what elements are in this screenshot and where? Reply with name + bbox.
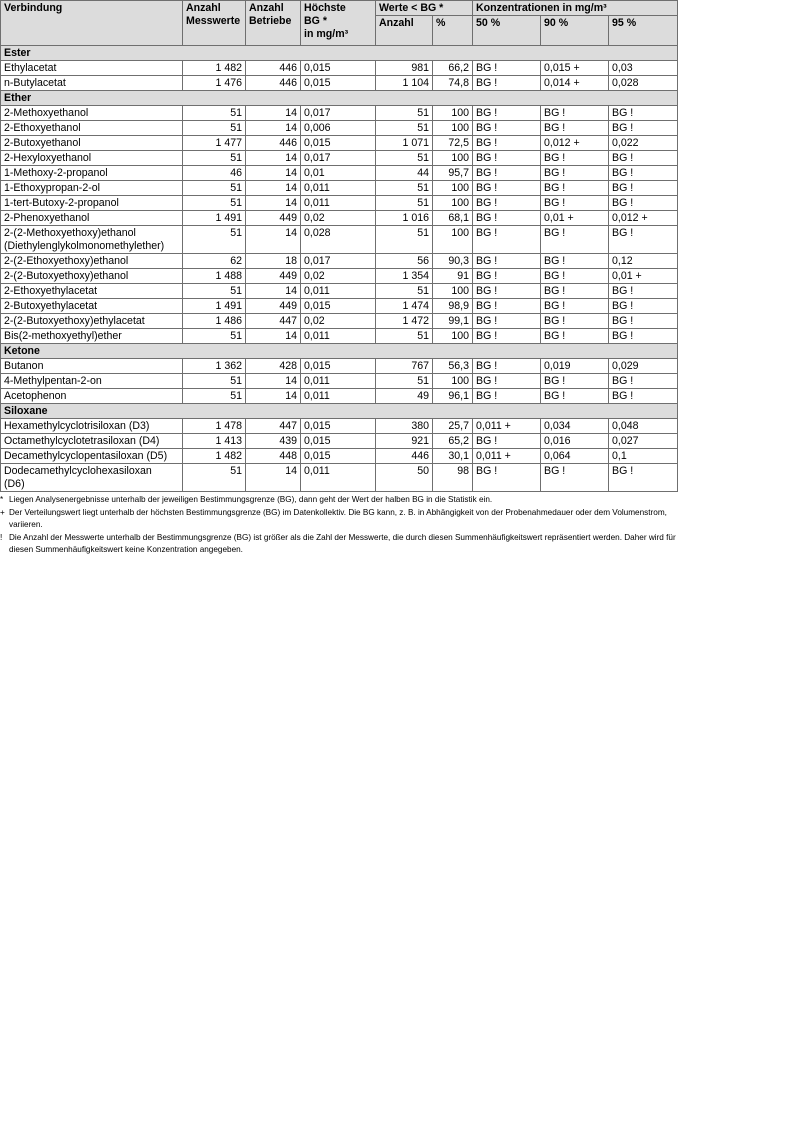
table-cell: 981 [376,61,433,76]
table-cell: 2-Methoxyethanol [1,106,183,121]
footnote [0,507,677,532]
table-cell: 30,1 [433,449,473,464]
table-cell: 51 [183,389,246,404]
table-cell: n-Butylacetat [1,76,183,91]
table-body [1,46,678,492]
table-cell: BG ! [609,299,678,314]
table-cell: BG ! [473,434,541,449]
group-label: Ester [1,46,678,61]
header-werte-unter-bg: Werte < BG * [376,1,473,16]
table-cell: 0,011 [301,196,376,211]
table-cell: 0,048 [609,419,678,434]
table-cell: BG ! [609,464,678,492]
table-cell: BG ! [473,226,541,254]
table-cell: 96,1 [433,389,473,404]
table-cell: 0,015 [301,449,376,464]
table-cell: 90,3 [433,254,473,269]
header-prozent: % [433,16,473,46]
table-cell: 100 [433,151,473,166]
header-hoechste-bg: Höchste BG * in mg/m³ [301,1,376,46]
table-cell: 74,8 [433,76,473,91]
table-cell: 1 491 [183,299,246,314]
table-cell: 91 [433,269,473,284]
table-cell: 0,015 [301,61,376,76]
table-cell: BG ! [473,269,541,284]
table-row [1,61,678,76]
table-cell: 72,5 [433,136,473,151]
table-cell: 51 [183,151,246,166]
table-cell: 0,064 [541,449,609,464]
table-cell: 0,01 [301,166,376,181]
table-row [1,389,678,404]
table-cell: 0,01 + [609,269,678,284]
table-cell: 0,02 [301,211,376,226]
table-row [1,196,678,211]
footnote-text: Der Verteilungswert liegt unterhalb der höchsten Bestimmungsgrenze (BG) im Datenkollektiv. Die BG kann, z. B. in Abhängigkeit von der Probenahmedauer oder dem Volumenstrom, variieren. [9,507,667,529]
table-cell: 2-(2-Butoxyethoxy)ethylacetat [1,314,183,329]
table-cell: 100 [433,106,473,121]
table-cell: 0,011 [301,374,376,389]
table-cell: BG ! [609,106,678,121]
table-row [1,211,678,226]
table-cell: 1 486 [183,314,246,329]
table-cell: 100 [433,226,473,254]
table-cell: 51 [376,226,433,254]
table-row [1,434,678,449]
table-cell: 0,01 + [541,211,609,226]
table-cell: BG ! [541,389,609,404]
table-cell: 1 413 [183,434,246,449]
header-konzentrationen: Konzentrationen in mg/m³ [473,1,678,16]
table-cell: 0,028 [301,226,376,254]
table-cell: 51 [376,329,433,344]
table-cell: BG ! [609,151,678,166]
table-cell: BG ! [473,151,541,166]
table-cell: 0,011 [301,389,376,404]
table-row [1,269,678,284]
table-cell: 446 [246,136,301,151]
table-cell: BG ! [541,314,609,329]
table-cell: 56,3 [433,359,473,374]
table-cell: BG ! [473,314,541,329]
footnote-symbol: ! [0,532,3,542]
table-cell: 0,015 [301,419,376,434]
table-cell: BG ! [609,121,678,136]
table-cell: Octamethylcyclotetrasiloxan (D4) [1,434,183,449]
table-cell: 1 491 [183,211,246,226]
table-cell: 0,12 [609,254,678,269]
table-cell: 0,015 [301,136,376,151]
table-cell: 1 474 [376,299,433,314]
table-row [1,299,678,314]
table-cell: BG ! [473,196,541,211]
table-row [1,121,678,136]
table-cell: 65,2 [433,434,473,449]
table-cell: Butanon [1,359,183,374]
table-cell: 0,019 [541,359,609,374]
table-cell: 51 [183,181,246,196]
table-cell: BG ! [609,196,678,211]
table-cell: 0,015 [301,76,376,91]
table-cell: 98 [433,464,473,492]
table-cell: 0,028 [609,76,678,91]
table-cell: BG ! [473,389,541,404]
table-cell: 0,017 [301,151,376,166]
table-header [1,1,678,46]
table-cell: BG ! [541,181,609,196]
table-row [1,314,678,329]
table-cell: 446 [246,76,301,91]
table-cell: 0,1 [609,449,678,464]
table-cell: BG ! [473,61,541,76]
table-cell: 51 [183,226,246,254]
table-cell: Bis(2-methoxyethyl)ether [1,329,183,344]
table-cell: 449 [246,211,301,226]
table-cell: 14 [246,151,301,166]
table-cell: 100 [433,121,473,136]
table-cell: 14 [246,226,301,254]
table-cell: 14 [246,374,301,389]
table-cell: 98,9 [433,299,473,314]
table-cell: 51 [183,196,246,211]
table-cell: BG ! [609,226,678,254]
table-cell: 100 [433,181,473,196]
footnote-symbol: * [0,495,4,504]
table-cell: 14 [246,166,301,181]
table-cell: 0,015 [301,299,376,314]
footnotes [0,494,677,557]
table-row [1,449,678,464]
table-cell: BG ! [609,314,678,329]
table-cell: 2-Ethoxyethylacetat [1,284,183,299]
table-row [1,106,678,121]
table-cell: 0,011 [301,284,376,299]
table-cell: 100 [433,329,473,344]
table-cell: 380 [376,419,433,434]
table-cell: 51 [376,106,433,121]
table-cell: 51 [376,284,433,299]
table-cell: 18 [246,254,301,269]
table-cell: 0,012 + [541,136,609,151]
table-cell: 50 [376,464,433,492]
table-cell: BG ! [609,166,678,181]
table-cell: 0,022 [609,136,678,151]
header-anzahl-betriebe: Anzahl Betriebe [246,1,301,46]
table-cell: 14 [246,121,301,136]
table-cell: 1-tert-Butoxy-2-propanol [1,196,183,211]
table-cell: 2-Ethoxyethanol [1,121,183,136]
table-cell: BG ! [541,299,609,314]
table-cell: 100 [433,196,473,211]
table-cell: BG ! [609,329,678,344]
table-cell: 0,02 [301,269,376,284]
group-row [1,91,678,106]
table-cell: BG ! [473,166,541,181]
table-cell: BG ! [609,181,678,196]
table-cell: 2-(2-Butoxyethoxy)ethanol [1,269,183,284]
table-cell: 2-(2-Ethoxyethoxy)ethanol [1,254,183,269]
footnote-text: Liegen Analysenergebnisse unterhalb der jeweiligen Bestimmungsgrenze (BG), dann geht der Wert der halben BG in die Statistik ein. [9,495,493,504]
table-cell: 14 [246,284,301,299]
table-cell: 51 [376,374,433,389]
group-row [1,344,678,359]
table-cell: 14 [246,181,301,196]
group-label: Siloxane [1,404,678,419]
table-cell: 0,017 [301,106,376,121]
table-cell: 439 [246,434,301,449]
table-row [1,359,678,374]
table-cell: 1 482 [183,61,246,76]
table-cell: 2-Butoxyethanol [1,136,183,151]
table-cell: BG ! [541,464,609,492]
table-cell: BG ! [541,121,609,136]
table-cell: 0,011 [301,464,376,492]
group-row [1,46,678,61]
table-cell: 100 [433,284,473,299]
table-cell: 0,014 + [541,76,609,91]
table-cell: 0,015 + [541,61,609,76]
table-cell: 99,1 [433,314,473,329]
table-cell: 1 476 [183,76,246,91]
table-cell: BG ! [541,284,609,299]
table-cell: 56 [376,254,433,269]
table-cell: 0,015 [301,434,376,449]
table-cell: BG ! [473,359,541,374]
table-cell: 1 472 [376,314,433,329]
table-cell: BG ! [541,269,609,284]
table-cell: BG ! [473,136,541,151]
header-p95: 95 % [609,16,678,46]
footnote [0,532,677,557]
table-cell: 447 [246,419,301,434]
table-cell: 0,027 [609,434,678,449]
table-cell: 2-Butoxyethylacetat [1,299,183,314]
table-cell: 95,7 [433,166,473,181]
table-cell: 51 [376,121,433,136]
table-cell: 2-(2-Methoxyethoxy)ethanol (Diethylenglykolmonomethylether) [1,226,183,254]
table-cell: BG ! [473,374,541,389]
table-cell: Ethylacetat [1,61,183,76]
table-cell: 1 362 [183,359,246,374]
table-row [1,284,678,299]
header-verbindung: Verbindung [1,1,183,46]
table-cell: 1-Ethoxypropan-2-ol [1,181,183,196]
table-cell: 1 482 [183,449,246,464]
table-cell: 14 [246,389,301,404]
table-cell: 1 354 [376,269,433,284]
table-cell: 0,006 [301,121,376,136]
table-row [1,76,678,91]
table-row [1,136,678,151]
table-cell: 44 [376,166,433,181]
table-cell: 51 [376,181,433,196]
table-cell: 1 071 [376,136,433,151]
table-cell: BG ! [541,329,609,344]
table-row [1,226,678,254]
table-cell: 14 [246,196,301,211]
table-cell: 68,1 [433,211,473,226]
table-cell: 0,011 + [473,419,541,434]
table-cell: 449 [246,299,301,314]
table-cell: 51 [183,464,246,492]
table-cell: Decamethylcyclopentasiloxan (D5) [1,449,183,464]
table-cell: BG ! [473,464,541,492]
table-cell: 0,015 [301,359,376,374]
table-cell: BG ! [473,181,541,196]
table-cell: 449 [246,269,301,284]
group-label: Ketone [1,344,678,359]
table-row [1,151,678,166]
table-cell: 51 [183,284,246,299]
table-cell: Acetophenon [1,389,183,404]
table-cell: BG ! [473,76,541,91]
table-cell: BG ! [541,226,609,254]
table-cell: 447 [246,314,301,329]
table-row [1,166,678,181]
table-cell: 0,012 + [609,211,678,226]
table-cell: 0,02 [301,314,376,329]
table-cell: 0,011 + [473,449,541,464]
table-cell: BG ! [473,329,541,344]
table-cell: BG ! [473,106,541,121]
header-p50: 50 % [473,16,541,46]
table-cell: 767 [376,359,433,374]
table-row [1,374,678,389]
table-cell: 446 [246,61,301,76]
table-cell: 100 [433,374,473,389]
table-cell: BG ! [541,374,609,389]
table-cell: 1 477 [183,136,246,151]
header-anzahl-messwerte: Anzahl Messwerte [183,1,246,46]
table-cell: 51 [183,374,246,389]
document [0,0,677,557]
table-cell: 49 [376,389,433,404]
table-cell: 62 [183,254,246,269]
table-cell: 1 104 [376,76,433,91]
header-p90: 90 % [541,16,609,46]
table-cell: Dodecamethylcyclohexasiloxan (D6) [1,464,183,492]
table-cell: 1 478 [183,419,246,434]
table-cell: BG ! [609,284,678,299]
table-row [1,181,678,196]
table-cell: 0,03 [609,61,678,76]
footnote-symbol: + [0,507,5,517]
group-row [1,404,678,419]
table-cell: 25,7 [433,419,473,434]
header-anzahl: Anzahl [376,16,433,46]
table-row [1,419,678,434]
table-cell: 1 016 [376,211,433,226]
table-cell: BG ! [473,121,541,136]
table-cell: 14 [246,464,301,492]
table-cell: 51 [183,329,246,344]
table-cell: 14 [246,329,301,344]
table-cell: 0,016 [541,434,609,449]
table-row [1,329,678,344]
table-cell: 2-Phenoxyethanol [1,211,183,226]
table-cell: 0,034 [541,419,609,434]
measurement-table [0,0,678,492]
table-cell: 51 [376,196,433,211]
group-label: Ether [1,91,678,106]
table-cell: 66,2 [433,61,473,76]
table-cell: BG ! [541,166,609,181]
table-row [1,254,678,269]
table-cell: 51 [183,121,246,136]
table-cell: 14 [246,106,301,121]
table-row [1,464,678,492]
table-cell: 2-Hexyloxyethanol [1,151,183,166]
table-cell: 46 [183,166,246,181]
table-cell: 4-Methylpentan-2-on [1,374,183,389]
table-cell: 921 [376,434,433,449]
table-cell: BG ! [473,299,541,314]
table-cell: 446 [376,449,433,464]
table-cell: BG ! [541,254,609,269]
table-cell: BG ! [541,196,609,211]
table-cell: 1-Methoxy-2-propanol [1,166,183,181]
table-cell: 0,011 [301,329,376,344]
table-cell: BG ! [609,374,678,389]
table-cell: 448 [246,449,301,464]
footnote [0,494,677,507]
table-cell: 0,017 [301,254,376,269]
table-cell: 51 [183,106,246,121]
table-cell: BG ! [473,211,541,226]
table-cell: BG ! [473,284,541,299]
table-cell: 428 [246,359,301,374]
table-cell: 51 [376,151,433,166]
table-cell: 1 488 [183,269,246,284]
table-cell: BG ! [473,254,541,269]
table-cell: 0,011 [301,181,376,196]
table-cell: Hexamethylcyclotrisiloxan (D3) [1,419,183,434]
footnote-text: Die Anzahl der Messwerte unterhalb der Bestimmungsgrenze (BG) ist größer als die Zahl der Messwerte, die durch diesen Summenhäufigkeitswert repräsentiert werden. Daher wird für diesen Summenhäufigkeitswert keine Konzentration angegeben. [9,532,676,554]
table-cell: BG ! [541,106,609,121]
table-cell: 0,029 [609,359,678,374]
table-cell: BG ! [609,389,678,404]
table-cell: BG ! [541,151,609,166]
